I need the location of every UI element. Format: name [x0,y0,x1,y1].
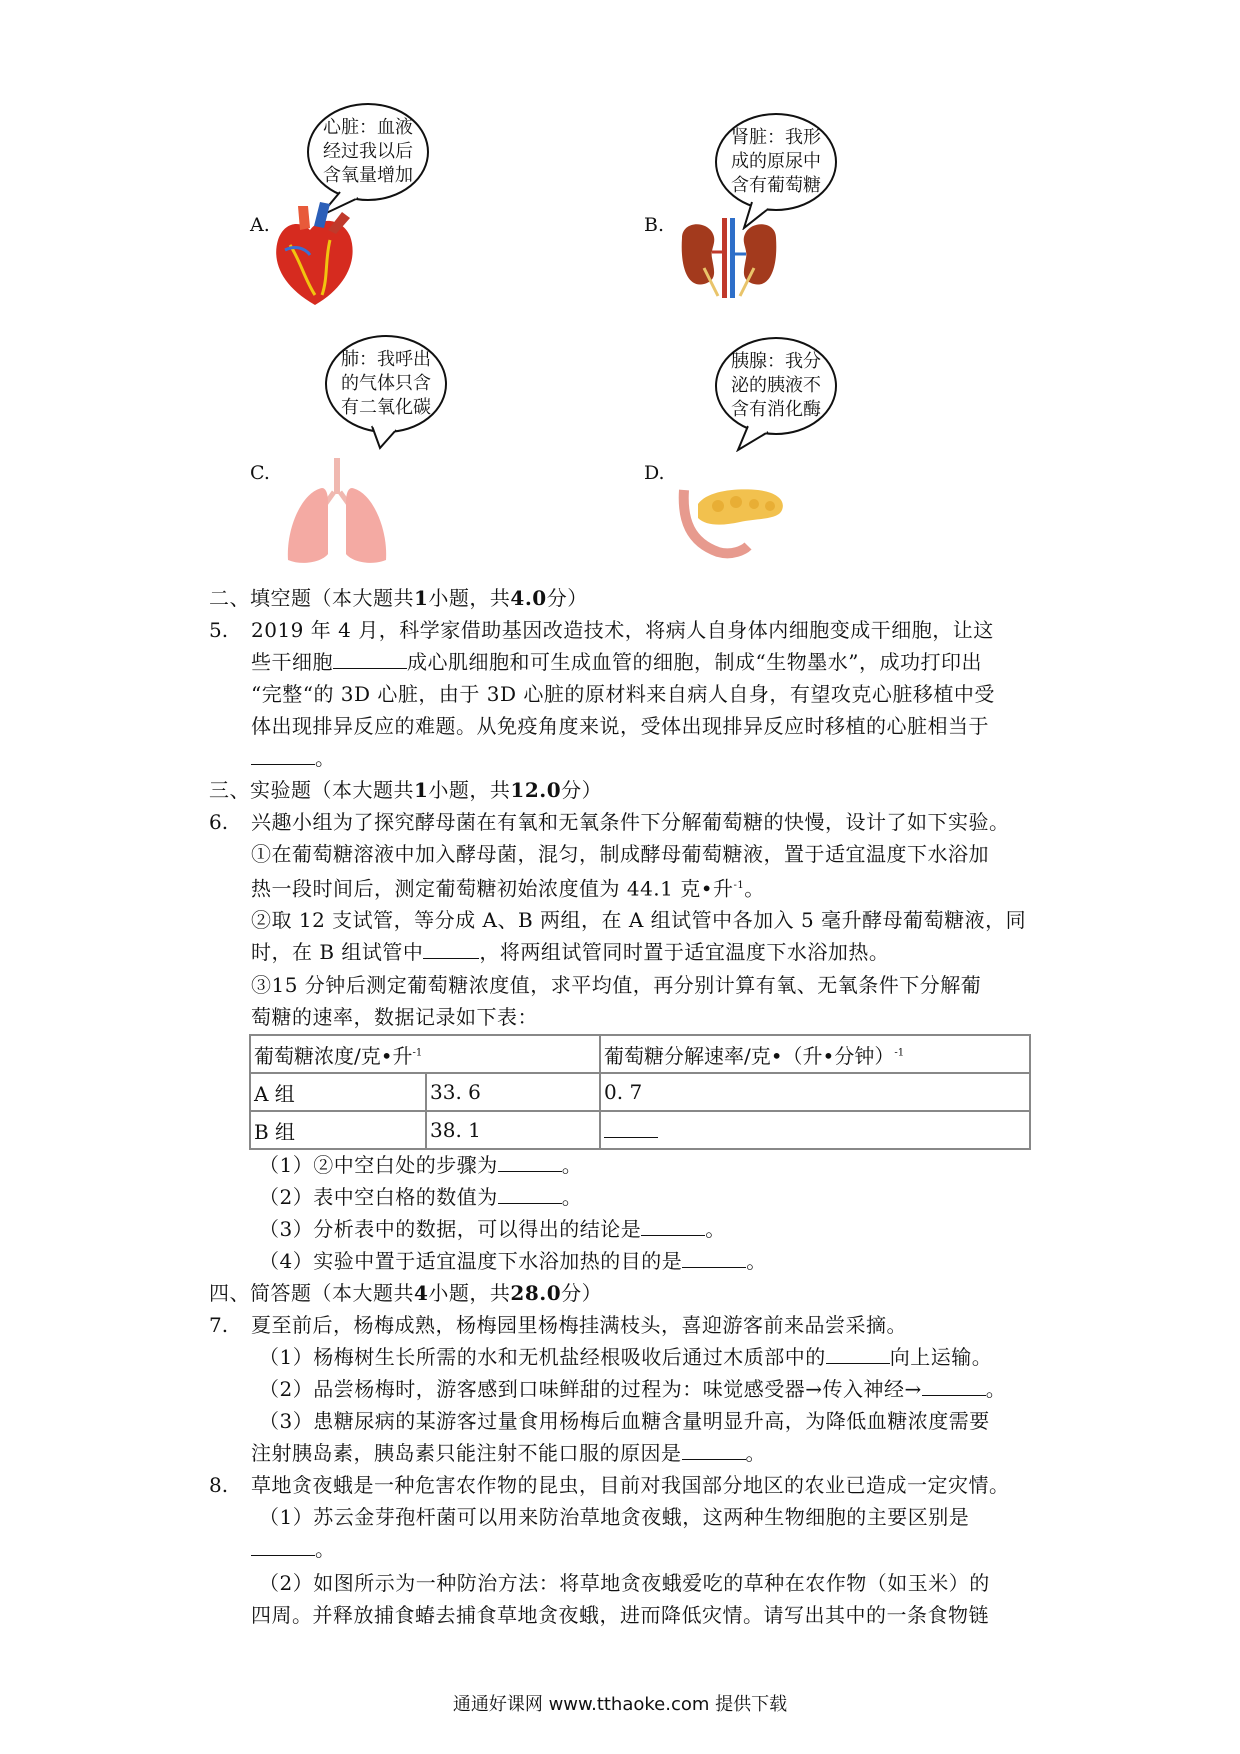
bubble-line: 肾脏：我形 [731,127,821,148]
table-row [250,1073,1030,1111]
question-text: ②取 12 支试管，等分成 A、B 两组，在 A 组试管中各加入 5 毫升酵母葡萄糖液，同 [251,908,1027,932]
option-letter: D. [644,462,665,484]
sub-question: （2）如图所示为一种防治方法：将草地贪夜蛾爱吃的草种在农作物（如玉米）的 [259,1571,990,1595]
bubble-line: 心脏：血液 [323,117,413,138]
question-number: 7. [209,1313,229,1337]
question-text: ①在葡萄糖溶液中加入酵母菌，混匀，制成酵母葡萄糖液，置于适宜温度下水浴加 [251,842,989,866]
bubble-line: 经过我以后 [323,141,413,162]
pancreas-icon [678,480,788,560]
section-heading: 三、实验题（本大题共1小题，共12.0分） [209,778,603,802]
question-text: 萄糖的速率，数据记录如下表： [251,1005,538,1029]
question-text: 草地贪夜蛾是一种危害农作物的昆虫，目前对我国部分地区的农业已造成一定灾情。 [251,1473,1010,1497]
answer-blank[interactable] [498,1183,562,1204]
bubble-line: 泌的胰液不 [731,375,821,396]
table-cell: A 组 [250,1073,426,1111]
bubble-line: 含有葡萄糖 [731,175,821,196]
bubble-line: 成的原尿中 [731,151,821,172]
answer-blank[interactable] [682,1247,746,1268]
bubble-line: 肺：我呼出 [341,349,431,370]
question-number: 5. [209,618,229,642]
table-cell: 38. 1 [426,1111,600,1149]
sub-question: （4）实验中置于适宜温度下水浴加热的目的是 。 [259,1249,767,1273]
table-cell: 33. 6 [426,1073,600,1111]
answer-blank[interactable] [604,1117,658,1138]
answer-blank[interactable] [641,1215,705,1236]
answer-blank[interactable] [251,1535,315,1556]
table-cell: 0. 7 [600,1073,1030,1111]
bubble-line: 含氧量增加 [323,165,413,186]
table-header-cell: 葡萄糖浓度/克•升$^{-1}$ [250,1035,600,1073]
sub-question: （1）②中空白处的步骤为 。 [259,1153,583,1177]
answer-blank[interactable] [826,1343,890,1364]
question-text: 体出现排异反应的难题。从免疫角度来说，受体出现排异反应时移植的心脏相当于 [251,714,989,738]
bubble-line: 的气体只含 [341,373,431,394]
question-number: 8. [209,1473,229,1497]
answer-blank[interactable] [498,1151,562,1172]
sub-question: （3）患糖尿病的某游客过量食用杨梅后血糖含量明显升高，为降低血糖浓度需要 [259,1409,990,1433]
option-d [638,330,898,570]
table-cell [600,1111,1030,1149]
question-text: 些干细胞 成心肌细胞和可生成血管的细胞，制成“生物墨水”，成功打印出 [251,650,982,674]
sub-question: （2）品尝杨梅时，游客感到口味鲜甜的过程为：味觉感受器→传入神经→ 。 [259,1377,1007,1401]
question-text: 热一段时间后，测定葡萄糖初始浓度值为 44.1 克•升$^{-1}$。 [251,876,765,901]
question-number: 6. [209,810,229,834]
question-text: 。 [251,743,336,773]
table-cell: B 组 [250,1111,426,1149]
answer-blank[interactable] [251,744,315,765]
question-text: 时，在 B 组试管中 ，将两组试管同时置于适宜温度下水浴加热。 [251,940,890,964]
data-table [249,1034,1031,1150]
sub-question: 。 [251,1534,336,1564]
heart-icon [270,200,360,310]
bubble-line: 含有消化酶 [731,399,821,420]
table-header-row [250,1035,1030,1073]
option-letter: C. [250,462,270,484]
answer-blank[interactable] [922,1375,986,1396]
question-text: “完整“的 3D 心脏，由于 3D 心脏的原材料来自病人自身，有望攻克心脏移植中受 [251,682,995,706]
answer-blank[interactable] [333,648,407,669]
section-heading: 二、填空题（本大题共1小题，共4.0分） [209,586,588,610]
table-row [250,1111,1030,1149]
question-text: 兴趣小组为了探究酵母菌在有氧和无氧条件下分解葡萄糖的快慢，设计了如下实验。 [251,810,1010,834]
bubble-line: 有二氧化碳 [341,397,431,418]
table-header-cell: 葡萄糖分解速率/克•（升•分钟）$^{-1}$ [600,1035,1030,1073]
option-letter: B. [644,214,665,236]
sub-question: 注射胰岛素，胰岛素只能注射不能口服的原因是 。 [251,1441,766,1465]
sub-question: （1）苏云金芽孢杆菌可以用来防治草地贪夜蛾，这两种生物细胞的主要区别是 [259,1505,970,1529]
option-c [240,330,500,570]
sub-question: 四周。并释放捕食蝽去捕食草地贪夜蛾，进而降低灾情。请写出其中的一条食物链 [251,1603,989,1627]
answer-blank[interactable] [682,1439,746,1460]
question-text: ③15 分钟后测定葡萄糖浓度值，求平均值，再分别计算有氧、无氧条件下分解葡 [251,973,982,997]
answer-blank[interactable] [423,938,479,959]
section-heading: 四、简答题（本大题共4小题，共28.0分） [209,1281,603,1305]
bubble-line: 胰腺：我分 [731,351,821,372]
option-letter: A. [250,214,270,236]
option-a [240,100,500,350]
sub-question: （1）杨梅树生长所需的水和无机盐经根吸收后通过木质部中的 向上运输。 [259,1345,993,1369]
sub-question: （3）分析表中的数据，可以得出的结论是 。 [259,1217,726,1241]
question-text: 夏至前后，杨梅成熟，杨梅园里杨梅挂满枝头，喜迎游客前来品尝采摘。 [251,1313,907,1337]
page-footer: 通通好课网 www.tthaoke.com 提供下载 [452,1694,788,1715]
kidney-icon [674,218,784,298]
lung-icon [282,458,392,568]
question-text: 2019 年 4 月，科学家借助基因改造技术，将病人自身体内细胞变成干细胞，让这 [251,618,994,642]
sub-question: （2）表中空白格的数值为 。 [259,1185,583,1209]
option-b [638,110,898,340]
